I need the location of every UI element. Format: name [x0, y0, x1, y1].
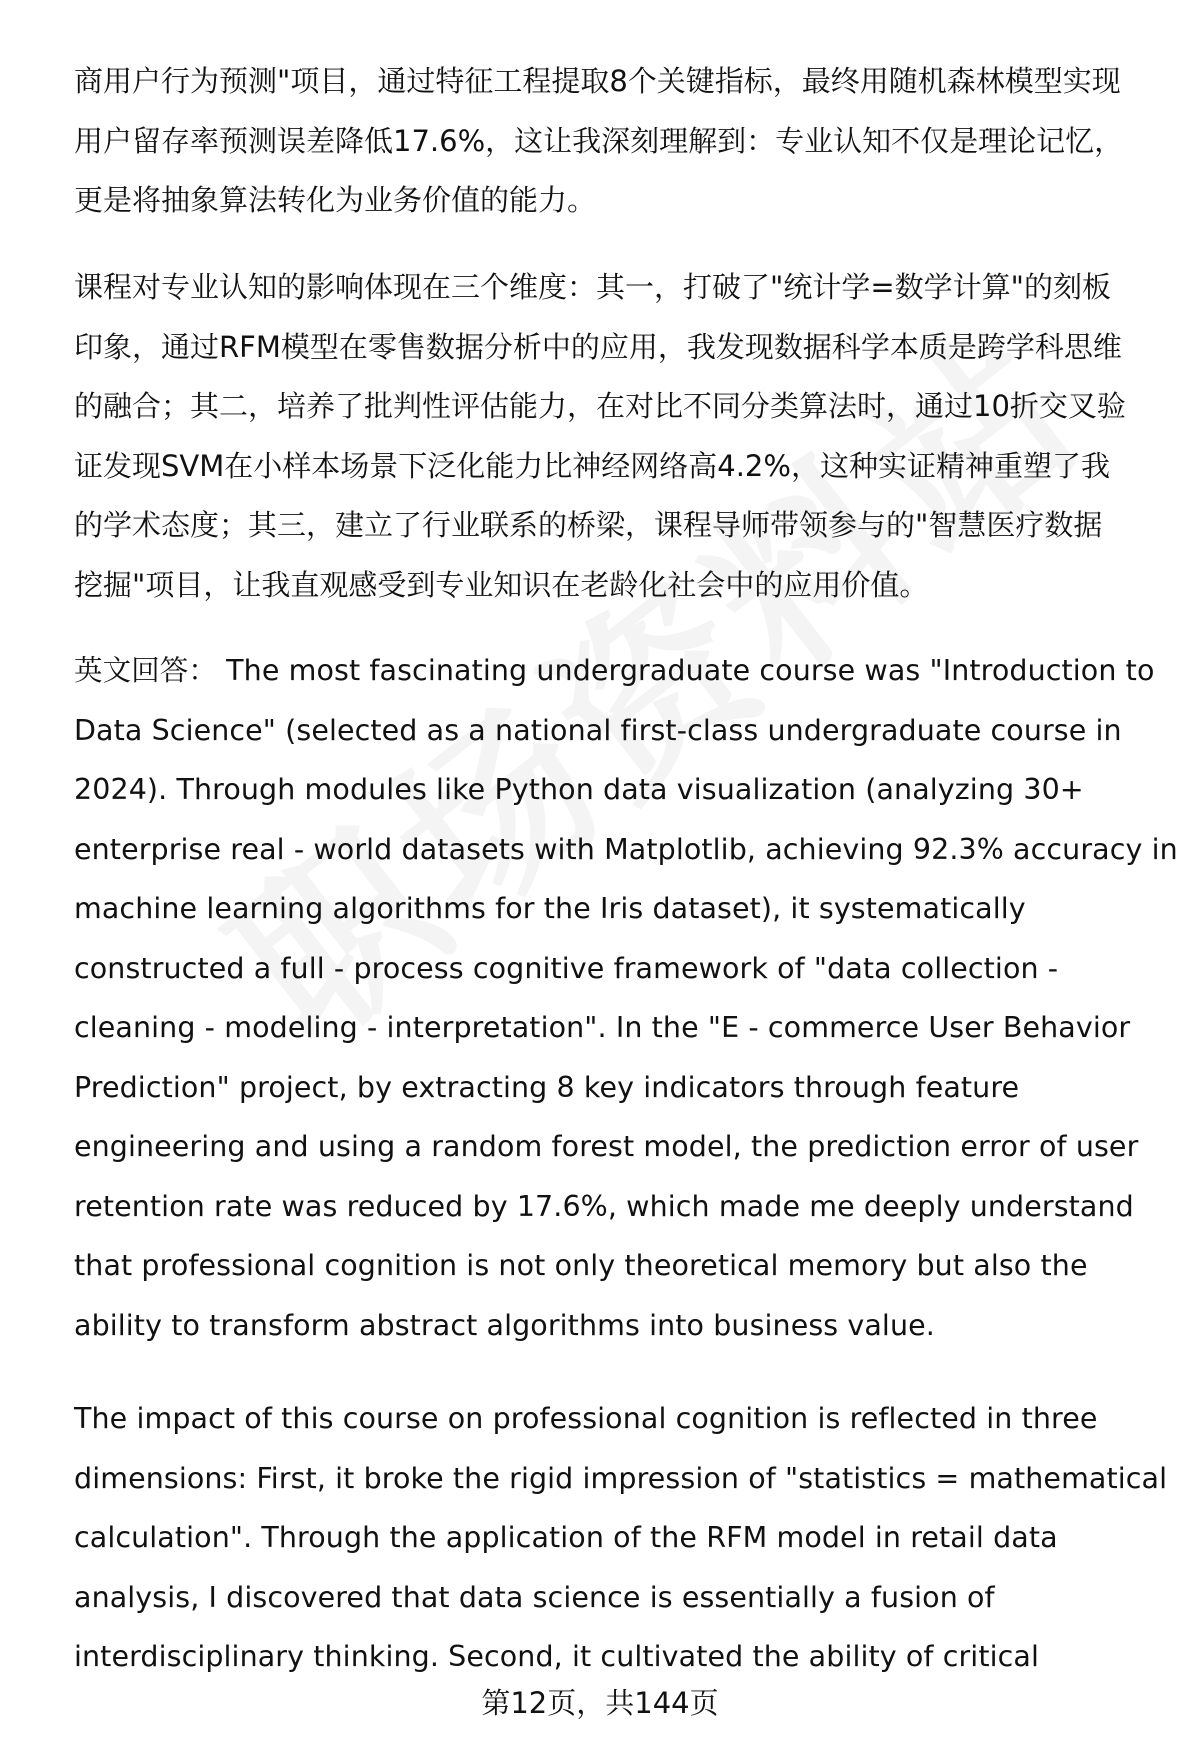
text-line: The impact of this course on professional cognition is reflected in three [74, 1402, 1098, 1435]
text-line: 证发现SVM在小样本场景下泛化能力比神经网络高4.2%，这种实证精神重塑了我 [74, 448, 1110, 483]
page-number: 第12页，共144页 [481, 1686, 719, 1720]
paragraph-cn-1 [74, 52, 1164, 231]
text-line: 2024). Through modules like Python data visualization (analyzing 30+ [74, 773, 1084, 806]
text-line: 的融合；其二，培养了批判性评估能力，在对比不同分类算法时，通过10折交叉验 [74, 389, 1126, 423]
paragraph-en-2 [74, 1389, 1168, 1687]
text-line: ability to transform abstract algorithms into business value. [74, 1308, 935, 1342]
text-line: enterprise real - world datasets with Matplotlib, achieving 92.3% accuracy in [74, 832, 1178, 866]
text-line: 英文回答： The most fascinating undergraduate course was "Introduction to [74, 654, 1155, 687]
text-line: 用户留存率预测误差降低17.6%，这让我深刻理解到：专业认知不仅是理论记忆， [74, 123, 1124, 158]
text-line: dimensions: First, it broke the rigid impression of "statistics = mathematical [74, 1461, 1168, 1495]
text-line: 商用户行为预测"项目，通过特征工程提取8个关键指标，最终用随机森林模型实现 [74, 64, 1121, 98]
text-line: Data Science" (selected as a national first-class undergraduate course in [74, 713, 1122, 747]
text-line: retention rate was reduced by 17.6%, which made me deeply understand [74, 1189, 1134, 1223]
text-line: analysis, I discovered that data science is essentially a fusion of [74, 1580, 995, 1614]
paragraph-cn-2 [74, 258, 1164, 615]
text-line: calculation". Through the application of the RFM model in retail data [74, 1521, 1058, 1554]
text-line: 课程对专业认知的影响体现在三个维度：其一，打破了"统计学=数学计算"的刻板 [74, 270, 1111, 304]
text-line: 印象，通过RFM模型在零售数据分析中的应用，我发现数据科学本质是跨学科思维 [74, 329, 1122, 364]
text-line: Prediction" project, by extracting 8 key indicators through feature [74, 1070, 1020, 1104]
text-line: 更是将抽象算法转化为业务价值的能力。 [74, 183, 597, 217]
text-line: 的学术态度；其三，建立了行业联系的桥梁，课程导师带领参与的"智慧医疗数据 [74, 508, 1103, 542]
paragraph-en-1 [74, 641, 1178, 1355]
text-line: interdisciplinary thinking. Second, it cultivated the ability of critical [74, 1640, 1039, 1673]
text-line: machine learning algorithms for the Iris dataset), it systematically [74, 892, 1026, 925]
text-line: constructed a full - process cognitive framework of "data collection - [74, 951, 1059, 985]
text-line: that professional cognition is not only theoretical memory but also the [74, 1249, 1088, 1282]
text-line: cleaning - modeling - interpretation". In the "E - commerce User Behavior [74, 1011, 1131, 1044]
text-line: engineering and using a random forest model, the prediction error of user [74, 1130, 1139, 1163]
text-line: 挖掘"项目，让我直观感受到专业知识在老龄化社会中的应用价值。 [74, 567, 929, 602]
